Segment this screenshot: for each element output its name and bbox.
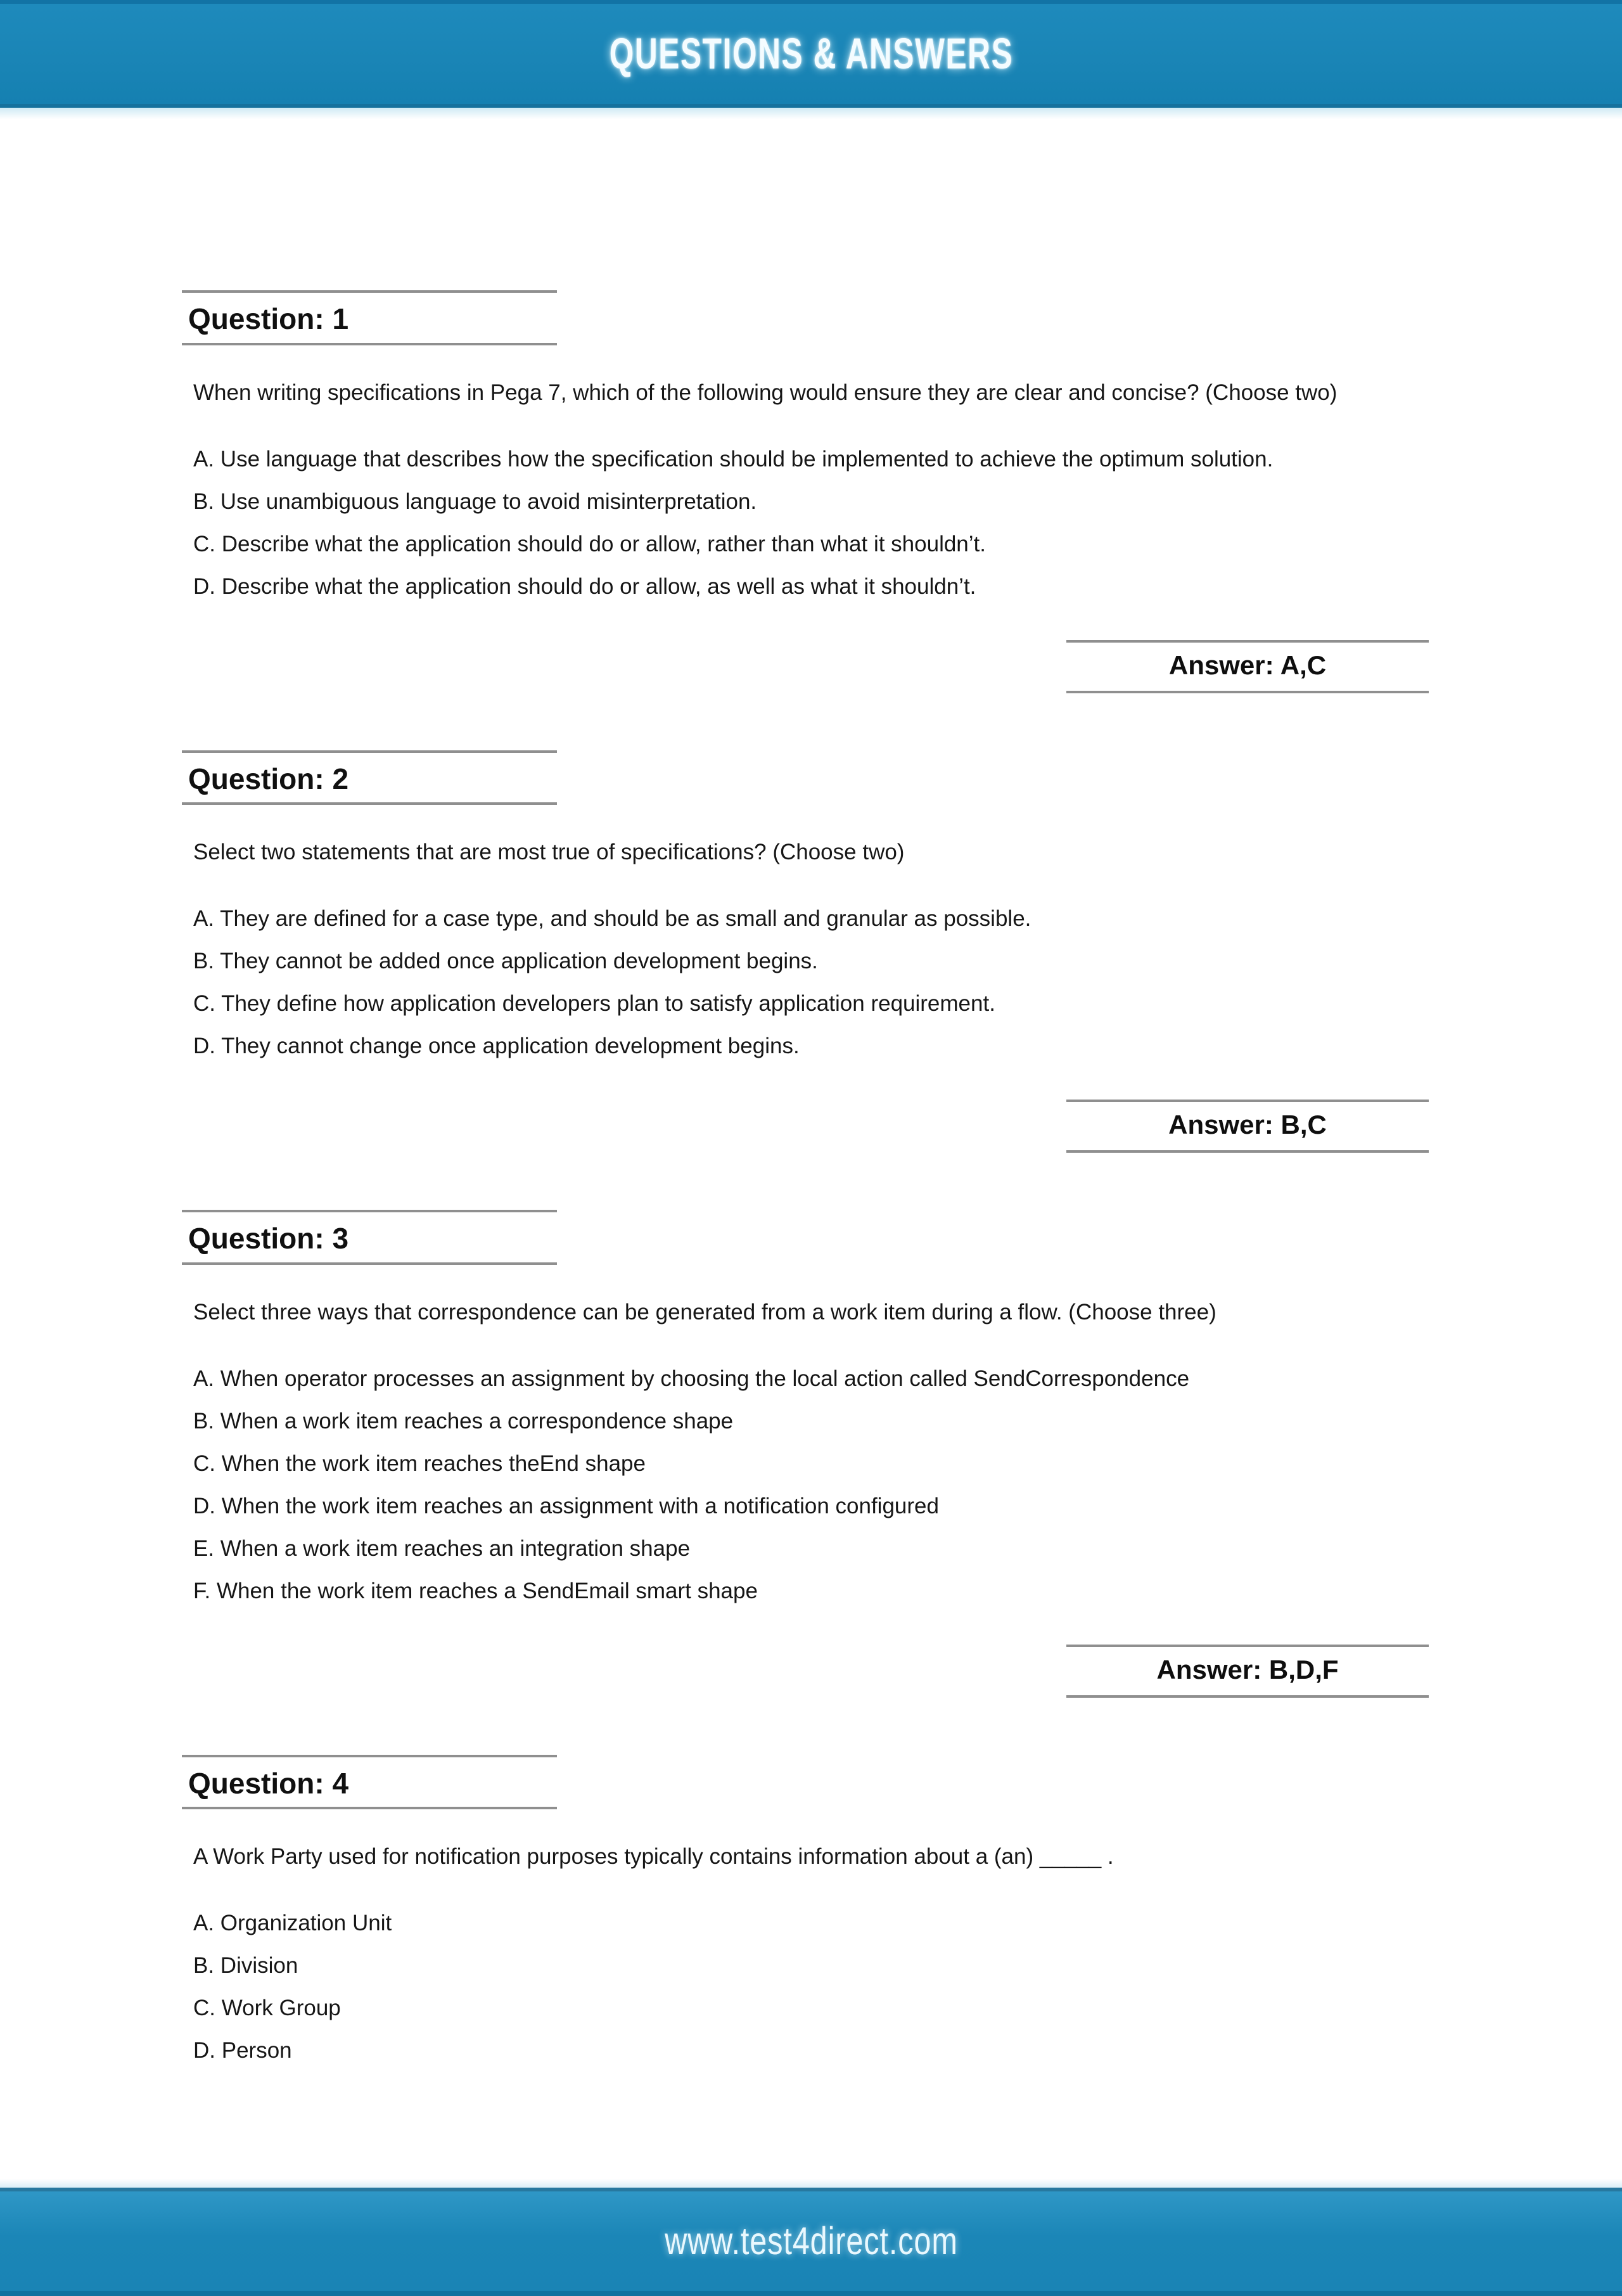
option-item: B. They cannot be added once application development begins. [193, 949, 818, 974]
answer-label: Answer: A,C [1168, 650, 1327, 680]
option-item: D. Person [193, 2038, 292, 2063]
footer-banner [0, 2191, 1622, 2291]
header-title: QUESTIONS & ANSWERS [609, 30, 1013, 78]
answer-label: Answer: B,C [1168, 1110, 1327, 1140]
question-heading: Question: 1 [188, 302, 349, 335]
option-item: F. When the work item reaches a SendEmail smart shape [193, 1578, 758, 1603]
option-item: B. When a work item reaches a correspondence shape [193, 1408, 734, 1433]
options-list [193, 901, 1429, 1064]
question-section-1 [188, 290, 1429, 693]
option-item: A. Use language that describes how the specification should be implemented to achieve the optimum solution. [193, 446, 1274, 471]
footer-bottom-edge [0, 2291, 1622, 2296]
question-text: A Work Party used for notification purposes typically contains information about a (an) _____ . [193, 1844, 1114, 1870]
option-item: E. When a work item reaches an integration shape [193, 1536, 691, 1561]
options-list [193, 1905, 1429, 2068]
question-heading: Question: 2 [188, 762, 349, 795]
header-banner [0, 4, 1622, 104]
option-item: D. They cannot change once application development begins. [193, 1034, 800, 1059]
answer-box [1066, 640, 1429, 693]
option-item: A. Organization Unit [193, 1911, 392, 1936]
option-item: B. Use unambiguous language to avoid misinterpretation. [193, 489, 757, 514]
question-heading-box [182, 290, 557, 345]
footer-fade [0, 2179, 1622, 2188]
options-list [193, 441, 1429, 605]
header-fade [0, 108, 1622, 119]
option-item: C. They define how application developers plan to satisfy application requirement. [193, 991, 995, 1017]
question-heading-box [182, 1755, 557, 1810]
answer-box [1066, 1100, 1429, 1153]
option-item: C. When the work item reaches theEnd shape [193, 1451, 646, 1476]
option-item: B. Division [193, 1953, 298, 1979]
question-section-3 [188, 1210, 1429, 1698]
question-heading-box [182, 1210, 557, 1265]
question-text: When writing specifications in Pega 7, which of the following would ensure they are clear and concise? (Choose two) [193, 380, 1338, 405]
answer-box [1066, 1645, 1429, 1698]
questions-content [0, 119, 1622, 2179]
options-list [193, 1361, 1429, 1609]
question-heading-box [182, 750, 557, 805]
option-item: A. They are defined for a case type, and should be as small and granular as possible. [193, 906, 1031, 932]
question-text: Select three ways that correspondence can be generated from a work item during a flow. (Choose three) [193, 1299, 1216, 1324]
option-item: D. When the work item reaches an assignment with a notification configured [193, 1493, 939, 1518]
option-item: A. When operator processes an assignment by choosing the local action called SendCorrespondence [193, 1366, 1190, 1391]
question-heading: Question: 3 [188, 1222, 349, 1255]
question-text: Select two statements that are most true of specifications? (Choose two) [193, 840, 905, 865]
option-item: C. Work Group [193, 1996, 341, 2021]
question-section-4 [188, 1755, 1429, 2069]
question-section-2 [188, 750, 1429, 1153]
answer-label: Answer: B,D,F [1156, 1654, 1339, 1684]
question-heading: Question: 4 [188, 1766, 349, 1800]
option-item: C. Describe what the application should do or allow, rather than what it shouldn’t. [193, 531, 986, 556]
option-item: D. Describe what the application should do or allow, as well as what it shouldn’t. [193, 574, 976, 599]
footer-url: www.test4direct.com [664, 2219, 958, 2263]
